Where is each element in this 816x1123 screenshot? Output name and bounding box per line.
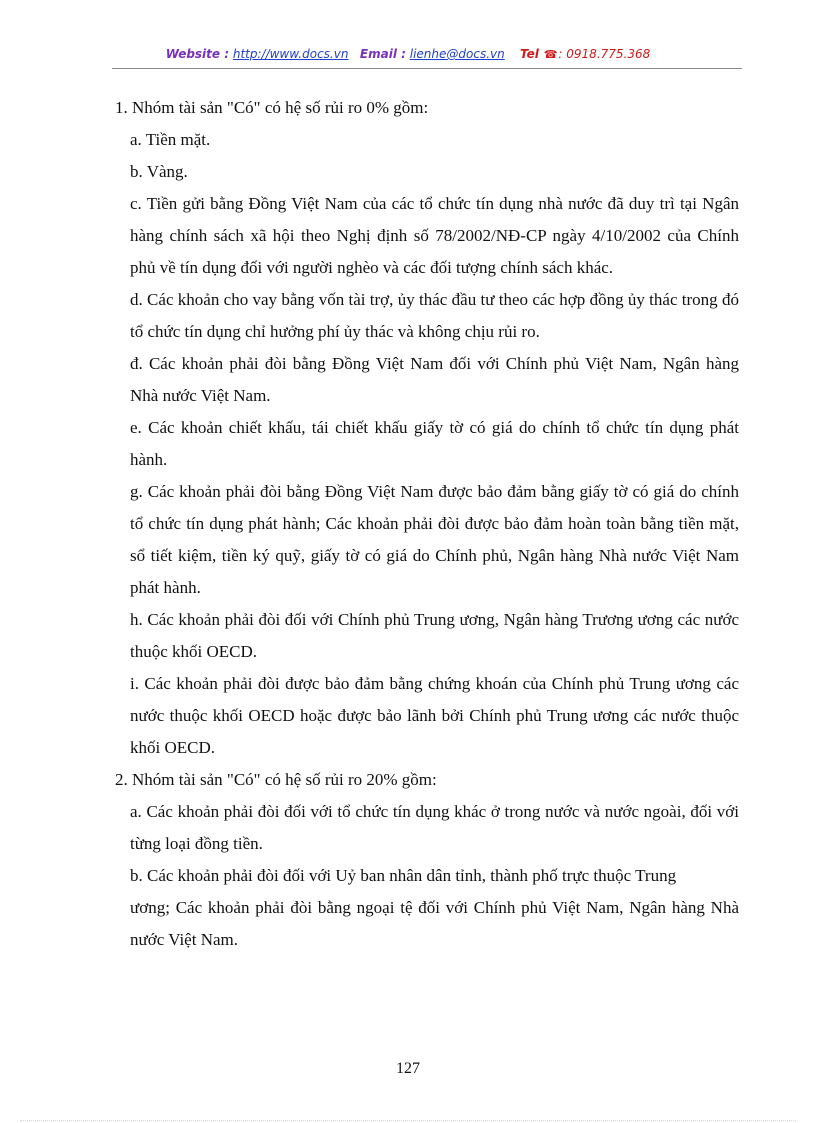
page-number: 127: [396, 1060, 420, 1077]
email-link[interactable]: lienhe@docs.vn: [409, 47, 505, 61]
list-item: đ. Các khoản phải đòi bằng Đồng Việt Nam đối với Chính phủ Việt Nam, Ngân hàng Nhà nước Việt Nam.: [130, 354, 739, 405]
list-item: a. Các khoản phải đòi đối với tổ chức tín dụng khác ở trong nước và nước ngoài, đối với từng loại đồng tiền.: [130, 802, 739, 853]
section-heading: 2. Nhóm tài sản "Có" có hệ số rủi ro 20% gồm:: [115, 770, 437, 789]
email-label: Email :: [359, 47, 406, 61]
list-item: c. Tiền gửi bằng Đồng Việt Nam của các tổ chức tín dụng nhà nước đã duy trì tại Ngân hàng chính sách xã hội theo Nghị định số 78/2002/NĐ-CP ngày 4/10/2002 của Chính phủ về tín dụng đối với người nghèo và các đối tượng chính sách khác.: [130, 194, 739, 277]
phone-icon: ☎: [543, 48, 558, 61]
list-item: h. Các khoản phải đòi đối với Chính phủ Trung ương, Ngân hàng Trương ương các nước thuộc khối OECD.: [130, 610, 739, 661]
list-item: e. Các khoản chiết khấu, tái chiết khấu giấy tờ có giá do chính tổ chức tín dụng phát hành.: [130, 418, 739, 469]
list-item: d. Các khoản cho vay bằng vốn tài trợ, ủy thác đầu tư theo các hợp đồng ủy thác trong đó tổ chức tín dụng chỉ hưởng phí ủy thác và không chịu rủi ro.: [130, 290, 739, 341]
tel-label: Tel: [520, 47, 539, 61]
section-heading: 1. Nhóm tài sản "Có" có hệ số rủi ro 0% gồm:: [115, 98, 429, 117]
tel-number: : 0918.775.368: [558, 47, 651, 61]
list-item: b. Các khoản phải đòi đối với Uỷ ban nhân dân tỉnh, thành phố trực thuộc Trung: [130, 866, 677, 885]
header-divider: [112, 68, 742, 69]
page-bottom-border: [20, 1120, 796, 1121]
page-header: [0, 47, 816, 61]
list-item: b. Vàng.: [130, 162, 188, 181]
website-label: Website :: [165, 47, 230, 61]
list-item: i. Các khoản phải đòi được bảo đảm bằng chứng khoán của Chính phủ Trung ương các nước thuộc khối OECD hoặc được bảo lãnh bởi Chính phủ Trung ương các nước thuộc khối OECD.: [130, 674, 739, 757]
document-body: [115, 92, 739, 956]
website-link[interactable]: http://www.docs.vn: [232, 47, 349, 61]
list-item: ương; Các khoản phải đòi bằng ngoại tệ đối với Chính phủ Việt Nam, Ngân hàng Nhà nước Việt Nam.: [130, 898, 739, 949]
list-item: a. Tiền mặt.: [130, 130, 211, 149]
list-item: g. Các khoản phải đòi bằng Đồng Việt Nam được bảo đảm bằng giấy tờ có giá do chính tổ chức tín dụng phát hành; Các khoản phải đòi được bảo đảm hoàn toàn bằng tiền mặt, sổ tiết kiệm, tiền ký quỹ, giấy tờ có giá do Chính phủ, Ngân hàng Nhà nước Việt Nam phát hành.: [130, 482, 739, 597]
